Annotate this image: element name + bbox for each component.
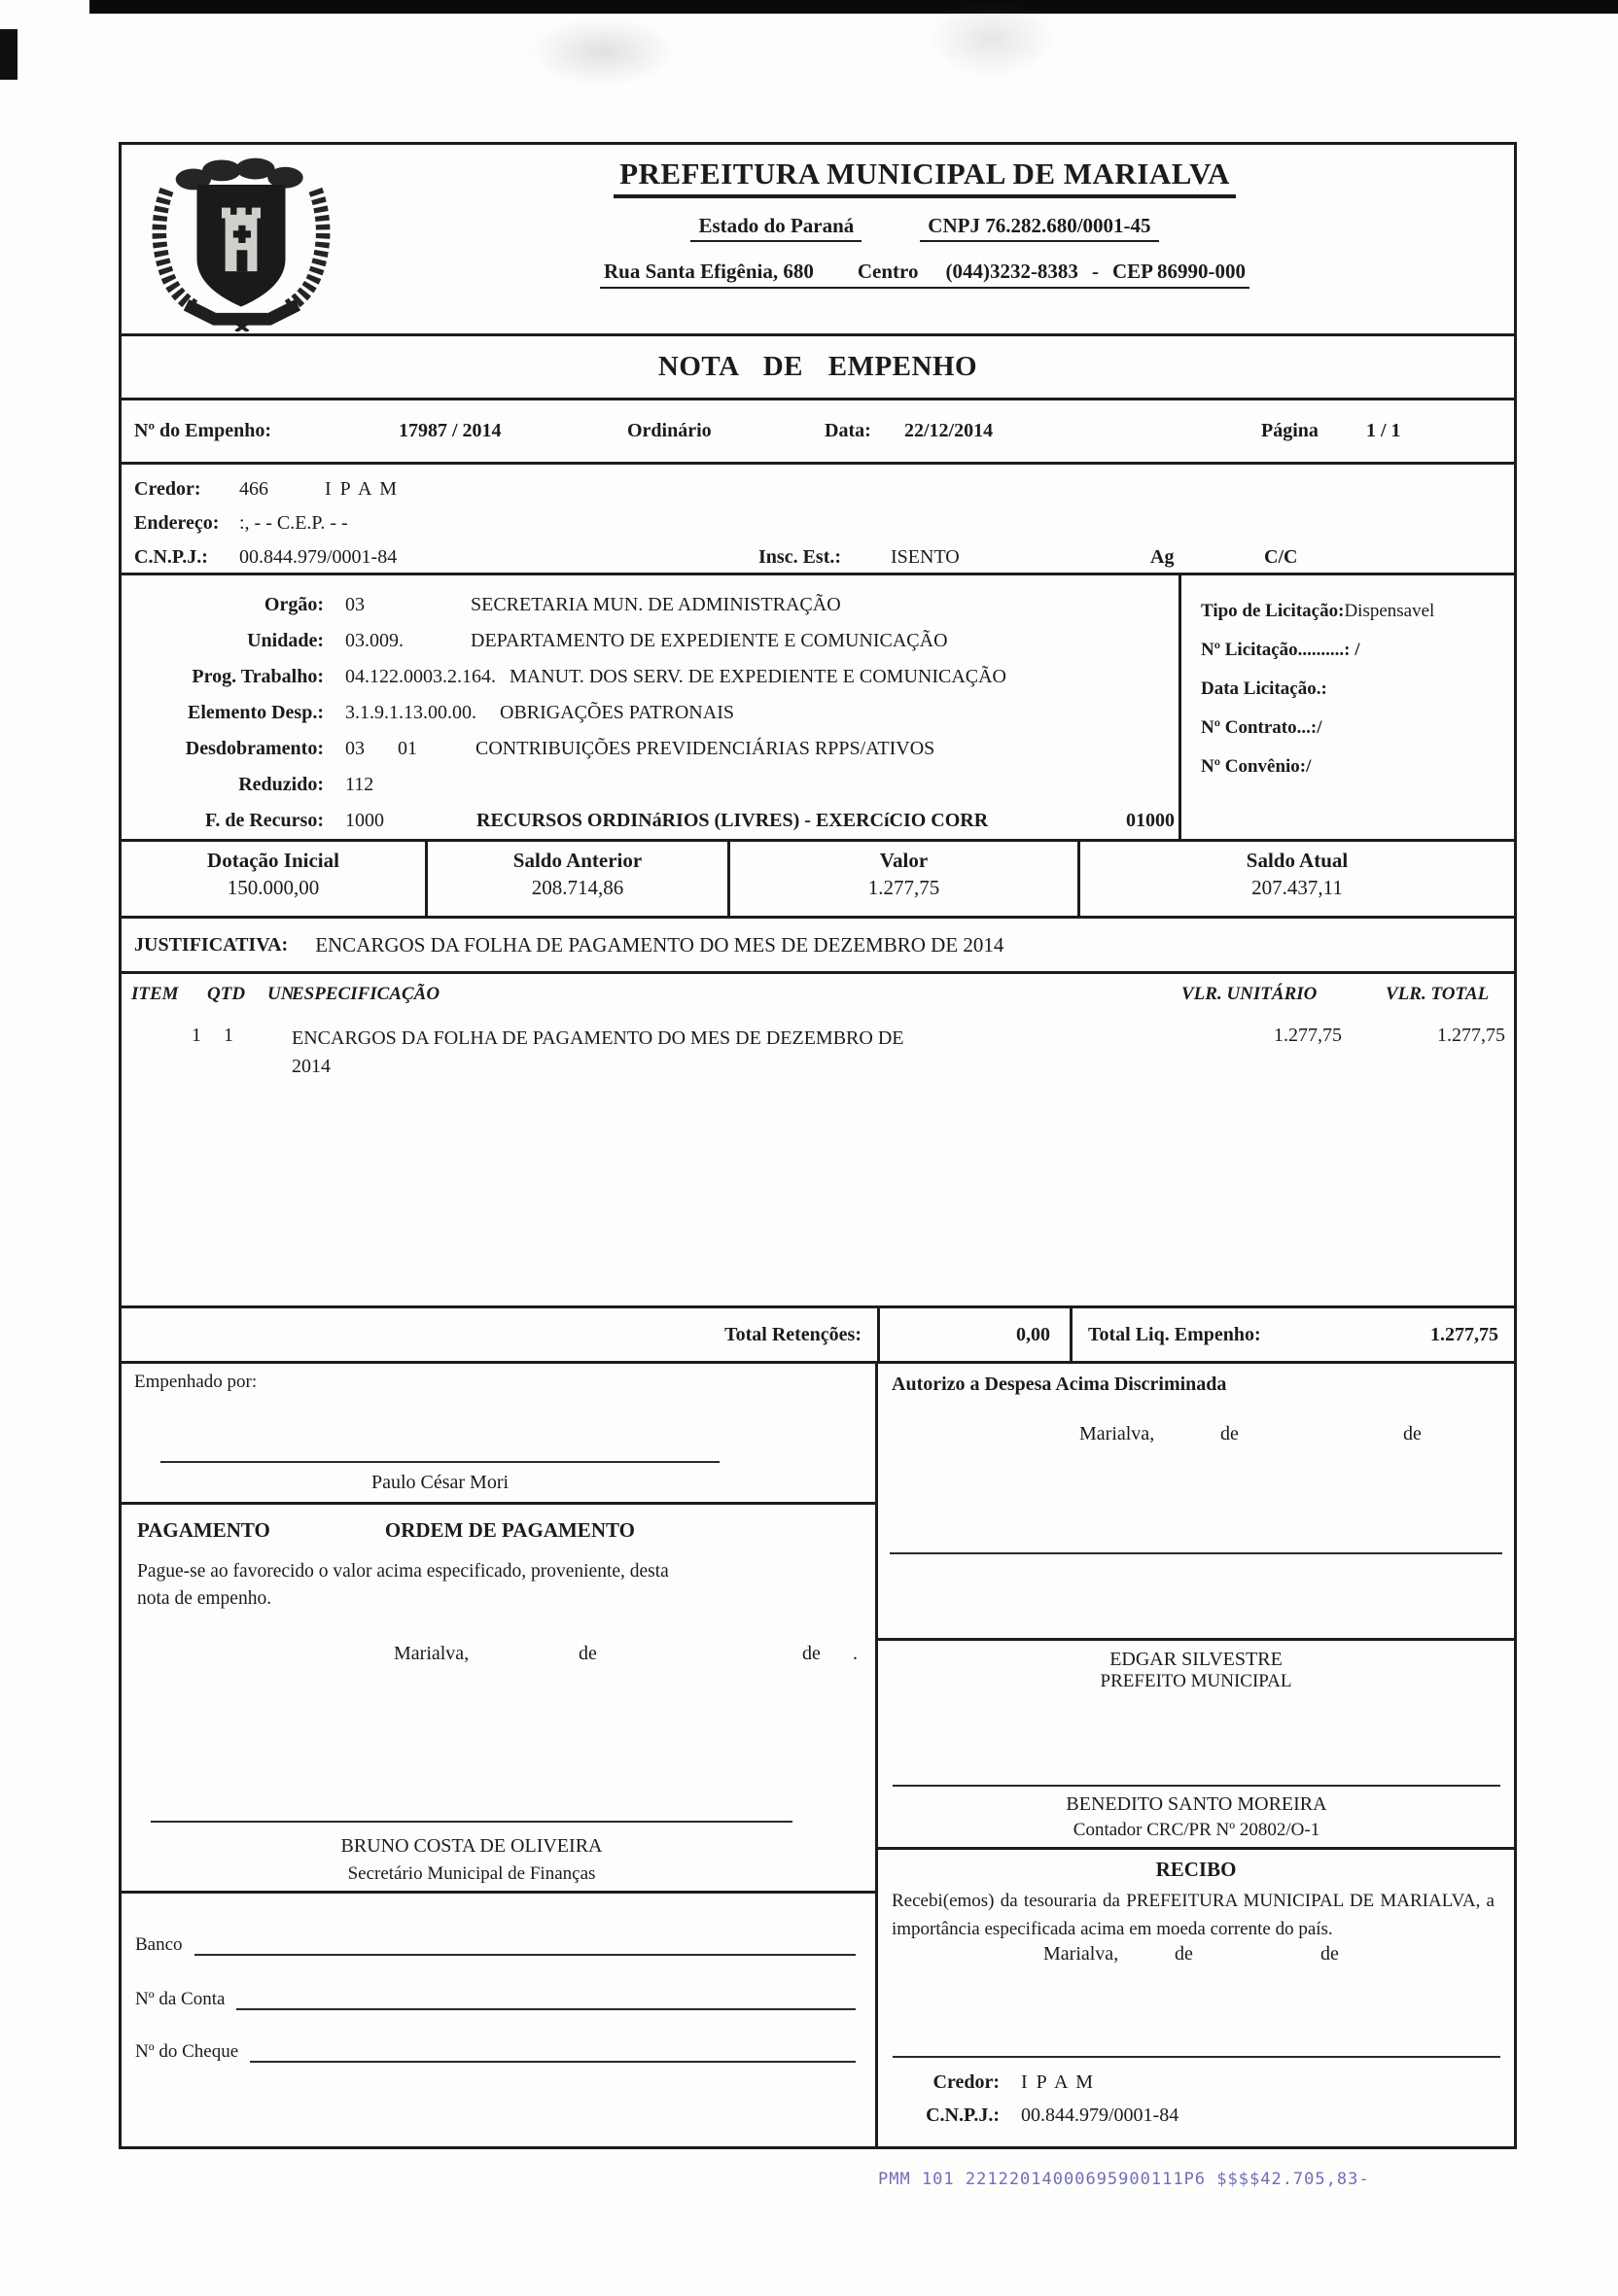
final-cnpj-row	[878, 2105, 1514, 2127]
valor-header: Valor	[879, 849, 929, 872]
creditor-row	[134, 472, 1514, 506]
creditor-label: Credor:	[134, 478, 201, 500]
org-phone: (044)3232-8383	[945, 260, 1078, 283]
ag-label: Ag	[1150, 546, 1175, 568]
dotacao-inicial-cell	[122, 842, 428, 916]
justification-label: JUSTIFICATIVA:	[134, 933, 289, 956]
signatures-section	[122, 1364, 1514, 2146]
dotacao-inicial-value: 150.000,00	[227, 876, 320, 899]
empenho-number-label: Nº do Empenho:	[134, 420, 272, 441]
insc-label: Insc. Est.:	[758, 546, 842, 568]
signature-line	[151, 1821, 792, 1823]
autorizo-title: Autorizo a Despesa Acima Discriminada	[892, 1374, 1227, 1395]
dotacao-inicial-header: Dotação Inicial	[207, 849, 339, 872]
budget-row-prog-trabalho	[122, 659, 1184, 695]
orgao-desc: SECRETARIA MUN. DE ADMINISTRAÇÃO	[471, 594, 841, 615]
cheque-label: Nº do Cheque	[135, 2041, 239, 2062]
cc-label: C/C	[1264, 546, 1298, 568]
items-header-vlr-total: VLR. TOTAL	[1386, 984, 1490, 1004]
nota-de-empenho-form	[119, 142, 1517, 2149]
items-header-espec: ESPECIFICAÇÃO	[292, 984, 440, 1004]
budget-row-desdobramento	[122, 731, 1184, 767]
elemento-label: Elemento Desp.:	[188, 702, 324, 723]
cheque-fill-line	[250, 2037, 856, 2063]
bank-row	[122, 1931, 875, 1956]
elemento-desc: OBRIGAÇÕES PATRONAIS	[500, 702, 734, 723]
page-label: Página	[1261, 420, 1319, 441]
pagamento-text: Pague-se ao favorecido o valor acima especificado, proveniente, desta nota de empenho.	[137, 1561, 669, 1610]
unidade-label: Unidade:	[247, 630, 324, 651]
creditor-cnpj-row	[134, 540, 1514, 574]
de-word: de	[1175, 1943, 1193, 1965]
creditor-address-row	[134, 506, 1514, 540]
cheque-row	[122, 2037, 875, 2063]
de-word: de	[1320, 1943, 1339, 1965]
item-especificacao: ENCARGOS DA FOLHA DE PAGAMENTO DO MES DE DEZEMBRO DE 2014	[292, 1027, 904, 1077]
total-liquido-cell	[1073, 1308, 1514, 1361]
empenhado-block	[122, 1364, 875, 1505]
unidade-code: 03.009.	[345, 630, 404, 651]
budget-classification-block	[122, 575, 1514, 842]
total-retencoes-value: 0,00	[880, 1308, 1073, 1361]
org-cnpj: CNPJ 76.282.680/0001-45	[920, 214, 1158, 242]
saldo-anterior-value: 208.714,86	[531, 876, 624, 899]
mayor-name: EDGAR SILVESTRE	[1109, 1649, 1283, 1670]
final-credor-row	[878, 2071, 1514, 2094]
desdobramento-label: Desdobramento:	[185, 738, 324, 759]
accountant-role: Contador CRC/PR Nº 20802/O-1	[1073, 1820, 1320, 1840]
valor-cell	[730, 842, 1080, 916]
budget-row-unidade	[122, 623, 1184, 659]
licitacao-numero-row: Nº Licitação..........: /	[1201, 640, 1360, 660]
item-vlr-unitario: 1.277,75	[1274, 1025, 1342, 1046]
form-header	[122, 145, 1514, 336]
orgao-label: Orgão:	[264, 594, 324, 615]
finance-signer-role: Secretário Municipal de Finanças	[347, 1863, 596, 1884]
address-label: Endereço:	[134, 512, 220, 534]
signature-line	[893, 2056, 1500, 2058]
account-row	[122, 1985, 875, 2010]
pagamento-block	[122, 1505, 875, 1894]
prog-trabalho-desc: MANUT. DOS SERV. DE EXPEDIENTE E COMUNICAÇÃO	[510, 666, 1006, 687]
autorizo-block	[878, 1364, 1514, 1641]
fonte-extra-code: 01000	[1126, 810, 1175, 831]
account-label: Nº da Conta	[135, 1989, 226, 2009]
items-header-un: UN	[267, 984, 295, 1004]
budget-row-fonte-recurso	[122, 803, 1184, 839]
header-text-block	[345, 157, 1504, 289]
elemento-code: 3.1.9.1.13.00.00.	[345, 702, 476, 723]
licitacao-data-row: Data Licitação.:	[1201, 678, 1327, 699]
reduzido-label: Reduzido:	[238, 774, 324, 795]
city-date-line	[122, 1643, 875, 1672]
signature-line	[893, 1785, 1500, 1787]
justification-row	[122, 919, 1514, 974]
licitacao-column	[1178, 575, 1514, 839]
recibo-text: Recebi(emos) da tesouraria da PREFEITURA MUNICIPAL DE MARIALVA, a importância especificada acima em moeda corrente do país.	[892, 1891, 1495, 1939]
valor-value: 1.277,75	[867, 876, 940, 899]
prog-trabalho-label: Prog. Trabalho:	[192, 666, 324, 687]
budget-left-column	[122, 575, 1184, 839]
scan-smudge	[929, 0, 1055, 78]
budget-row-reduzido	[122, 767, 1184, 803]
items-table	[122, 974, 1514, 1308]
saldo-atual-header: Saldo Atual	[1246, 849, 1349, 872]
prog-trabalho-code: 04.122.0003.2.164.	[345, 666, 496, 687]
city-date-line	[878, 1423, 1514, 1452]
recibo-title: RECIBO	[1155, 1858, 1237, 1881]
insc-value: ISENTO	[891, 546, 960, 568]
empenho-number-row	[122, 400, 1514, 465]
tipo-licitacao-value: Dispensavel	[1344, 601, 1435, 621]
org-state: Estado do Paraná	[690, 214, 862, 242]
empenhado-signer-name: Paulo César Mori	[370, 1472, 510, 1493]
de-word: de	[1403, 1423, 1422, 1444]
pagamento-title: PAGAMENTO	[137, 1518, 270, 1542]
fonte-label: F. de Recurso:	[204, 810, 324, 831]
total-retencoes-label: Total Retenções:	[122, 1308, 880, 1361]
reduzido-code: 112	[345, 774, 374, 795]
desdobramento-code2: 01	[398, 738, 417, 759]
mayor-role: PREFEITO MUNICIPAL	[1100, 1671, 1292, 1691]
budget-row-orgao	[122, 587, 1184, 623]
pagamento-heading	[122, 1505, 875, 1543]
page-number: 1 / 1	[1366, 420, 1401, 441]
bank-block	[122, 1931, 875, 2183]
dotacao-row	[122, 842, 1514, 919]
unidade-desc: DEPARTAMENTO DE EXPEDIENTE E COMUNICAÇÃO	[471, 630, 948, 651]
coat-of-arms-icon	[139, 155, 343, 331]
total-liquido-value: 1.277,75	[1430, 1323, 1498, 1345]
saldo-anterior-cell	[428, 842, 730, 916]
items-header-vlr-unitario: VLR. UNITÁRIO	[1181, 984, 1318, 1004]
item-number: 1	[192, 1025, 201, 1046]
recibo-block	[878, 1850, 1514, 2146]
scan-artifact-top-bar	[89, 0, 1618, 14]
totals-row	[122, 1308, 1514, 1364]
empenho-date: 22/12/2014	[904, 420, 994, 441]
orgao-code: 03	[345, 594, 365, 615]
licitacao-tipo-row	[1201, 601, 1514, 622]
final-cnpj-value: 00.844.979/0001-84	[1021, 2105, 1179, 2126]
justification-text: ENCARGOS DA FOLHA DE PAGAMENTO DO MES DE DEZEMBRO DE 2014	[315, 932, 1004, 957]
finance-signer-name: BRUNO COSTA DE OLIVEIRA	[340, 1835, 603, 1857]
item-vlr-total: 1.277,75	[1437, 1025, 1505, 1046]
accountant-name: BENEDITO SANTO MOREIRA	[1066, 1793, 1327, 1815]
org-street: Rua Santa Efigênia, 680	[603, 260, 814, 283]
de-word: de	[579, 1642, 597, 1664]
creditor-block	[122, 465, 1514, 575]
final-credor-label: Credor:	[932, 2071, 1000, 2093]
fonte-code: 1000	[345, 810, 384, 831]
final-cnpj-label: C.N.P.J.:	[926, 2105, 1000, 2126]
desdobramento-code: 03	[345, 738, 365, 759]
city-name: Marialva,	[1079, 1423, 1155, 1444]
period-mark: .	[853, 1642, 858, 1664]
empenho-kind: Ordinário	[627, 420, 712, 441]
city-date-line	[878, 1943, 1514, 1972]
item-qtd: 1	[224, 1025, 233, 1046]
signature-line	[160, 1461, 720, 1463]
scan-artifact-left-mark	[0, 29, 18, 80]
empenhado-label: Empenhado por:	[134, 1372, 258, 1392]
cnpj-value: 00.844.979/0001-84	[239, 546, 398, 568]
contrato-row: Nº Contrato...:/	[1201, 717, 1322, 738]
signature-line	[890, 1552, 1502, 1554]
bank-fill-line	[194, 1931, 856, 1956]
city-name: Marialva,	[1043, 1943, 1119, 1965]
de-word: de	[802, 1642, 821, 1664]
de-word: de	[1220, 1423, 1239, 1444]
final-credor-value: I P A M	[1021, 2071, 1096, 2093]
saldo-atual-value: 207.437,11	[1251, 876, 1343, 899]
ordem-pagamento-title: ORDEM DE PAGAMENTO	[384, 1518, 635, 1542]
total-liquido-label: Total Liq. Empenho:	[1088, 1323, 1261, 1345]
scan-smudge	[530, 17, 676, 86]
prefeito-block	[878, 1641, 1514, 1850]
org-district: Centro	[857, 260, 919, 283]
fonte-desc: RECURSOS ORDINáRIOS (LIVRES) - EXERCíCIO CORR	[476, 810, 989, 831]
cnpj-label: C.N.P.J.:	[134, 546, 208, 568]
document-title: NOTA DE EMPENHO	[122, 336, 1514, 400]
dot-matrix-control-line: PMM 101 22122014000695900111P6 $$$$42.705,83-	[878, 2170, 1370, 2189]
right-signature-column	[878, 1364, 1514, 2146]
creditor-name: I P A M	[325, 478, 400, 500]
tipo-licitacao-label: Tipo de Licitação:	[1201, 601, 1345, 621]
saldo-anterior-header: Saldo Anterior	[512, 849, 643, 872]
convenio-row: Nº Convênio:/	[1201, 756, 1312, 777]
city-name: Marialva,	[394, 1642, 470, 1664]
creditor-code: 466	[239, 478, 268, 500]
empenho-date-label: Data:	[825, 420, 871, 441]
saldo-atual-cell	[1080, 842, 1514, 916]
budget-row-elemento	[122, 695, 1184, 731]
bank-label: Banco	[135, 1934, 183, 1955]
left-signature-column	[122, 1364, 878, 2146]
items-header-qtd: QTD	[207, 984, 246, 1004]
org-name: PREFEITURA MUNICIPAL DE MARIALVA	[614, 157, 1236, 198]
account-fill-line	[236, 1985, 856, 2010]
desdobramento-desc: CONTRIBUIÇÕES PREVIDENCIÁRIAS RPPS/ATIVOS	[475, 738, 935, 759]
dash: -	[1091, 260, 1099, 283]
empenho-number: 17987 / 2014	[399, 420, 502, 441]
org-cep: CEP 86990-000	[1111, 260, 1247, 283]
items-header-item: ITEM	[131, 984, 179, 1004]
address-value: :, - - C.E.P. - -	[239, 512, 348, 534]
